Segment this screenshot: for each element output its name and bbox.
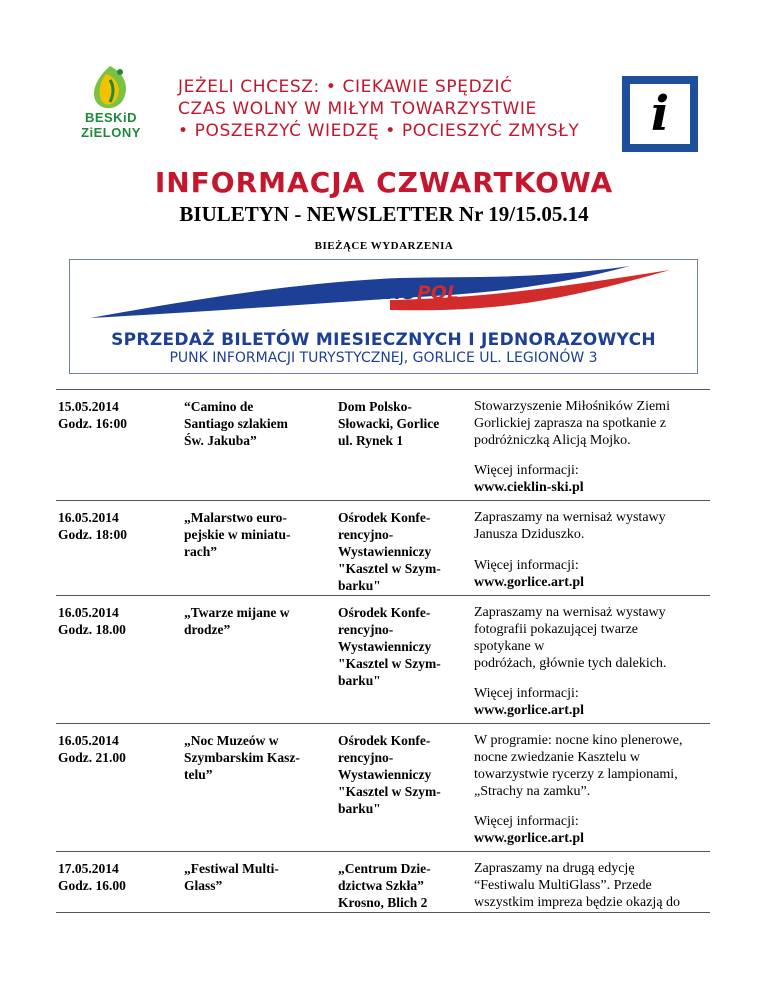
banner-address: PUNK INFORMACJI TURYSTYCZNEJ, GORLICE UL. LEGIONÓW 3 (169, 350, 598, 366)
event-row (56, 500, 710, 595)
logo-line-1: BESKiD (84, 110, 138, 125)
event-place: „Centrum Dzie- dzictwa Szkła” Krosno, Blich 2 (338, 861, 431, 910)
event-title: „Noc Muzeów w Szymbarskim Kasz- telu” (184, 733, 300, 782)
szwagropol-banner (69, 259, 698, 374)
event-title: „Malarstwo euro- pejskie w miniatu- rach” (184, 510, 291, 559)
brand-part-2: POL (416, 282, 459, 304)
more-info-label: Więcej informacji: (474, 814, 579, 829)
more-info-label: Więcej informacji: (474, 558, 579, 573)
event-more-info (474, 813, 710, 847)
event-date: 17.05.2014 Godz. 16.00 (58, 861, 126, 893)
event-description: Zapraszamy na wernisaż wystawy fotografii pokazującej twarze spotykane w podróżach, głównie tych dalekich. (474, 605, 667, 671)
event-description: Stowarzyszenie Miłośników Ziemi Gorlickiej zaprasza na spotkanie z podróżniczką Alicją Mojko. (474, 399, 670, 448)
event-title: „Twarze mijane w drodze” (184, 605, 290, 637)
more-info-link[interactable]: www.gorlice.art.pl (474, 703, 585, 718)
event-place: Ośrodek Konfe- rencyjno- Wystawienniczy "Kasztel w Szym- barku" (338, 605, 441, 688)
event-row (56, 389, 710, 500)
event-row (56, 723, 710, 851)
event-title: „Festiwal Multi- Glass” (184, 861, 279, 893)
slogan-line-3: • POSZERZYĆ WIEDZĘ • POCIESZYĆ ZMYSŁY (178, 121, 580, 141)
banner-brand (70, 282, 697, 304)
event-title: “Camino de Santiago szlakiem Św. Jakuba” (184, 399, 288, 448)
events-table (56, 389, 710, 913)
slogan-line-2: CZAS WOLNY W MIŁYM TOWARZYSTWIE (178, 99, 537, 119)
event-date: 16.05.2014 Godz. 18:00 (58, 510, 127, 542)
leaf-icon (88, 64, 132, 114)
event-description: Zapraszamy na wernisaż wystawy Janusza Dziduszko. (474, 510, 666, 542)
event-place: Dom Polsko- Słowacki, Gorlice ul. Rynek 1 (338, 399, 440, 448)
banner-headline: SPRZEDAŻ BILETÓW MIESIECZNYCH I JEDNORAZOWYCH (111, 330, 656, 350)
event-more-info (474, 462, 710, 496)
event-date: 16.05.2014 Godz. 21.00 (58, 733, 126, 765)
newsletter-subtitle: BIULETYN - NEWSLETTER Nr 19/15.05.14 (179, 202, 589, 226)
slogan (178, 76, 618, 142)
logo-line-2: ZiELONY (81, 125, 141, 140)
event-row (56, 851, 710, 913)
more-info-link[interactable]: www.gorlice.art.pl (474, 831, 585, 846)
event-more-info (474, 557, 710, 591)
section-heading: BIEŻĄCE WYDARZENIA (314, 240, 454, 252)
more-info-link[interactable]: www.gorlice.art.pl (474, 575, 585, 590)
event-place: Ośrodek Konfe- rencyjno- Wystawienniczy "Kasztel w Szym- barku" (338, 733, 441, 816)
beskid-zielony-logo (66, 64, 156, 154)
event-description: Zapraszamy na drugą edycję “Festiwalu MultiGlass”. Przede wszystkim impreza będzie okazją do (474, 861, 681, 910)
event-date: 16.05.2014 Godz. 18.00 (58, 605, 126, 637)
event-row (56, 595, 710, 723)
logo-text (66, 110, 156, 140)
info-glyph: i (650, 86, 670, 142)
info-icon (622, 76, 698, 152)
event-description: W programie: nocne kino plenerowe, nocne zwiedzanie Kasztelu w towarzystwie rycerzy z lampionami, „Strachy na zamku”. (474, 733, 683, 799)
brand-part-1: SZWAGRO (307, 282, 417, 304)
slogan-line-1: JEŻELI CHCESZ: • CIEKAWIE SPĘDZIĆ (178, 77, 513, 97)
event-place: Ośrodek Konfe- rencyjno- Wystawienniczy "Kasztel w Szym- barku" (338, 510, 441, 593)
event-date: 15.05.2014 Godz. 16:00 (58, 399, 127, 431)
more-info-label: Więcej informacji: (474, 686, 579, 701)
event-more-info (474, 685, 710, 719)
page-title: INFORMACJA CZWARTKOWA (154, 166, 614, 199)
more-info-link[interactable]: www.cieklin-ski.pl (474, 480, 584, 495)
more-info-label: Więcej informacji: (474, 463, 579, 478)
